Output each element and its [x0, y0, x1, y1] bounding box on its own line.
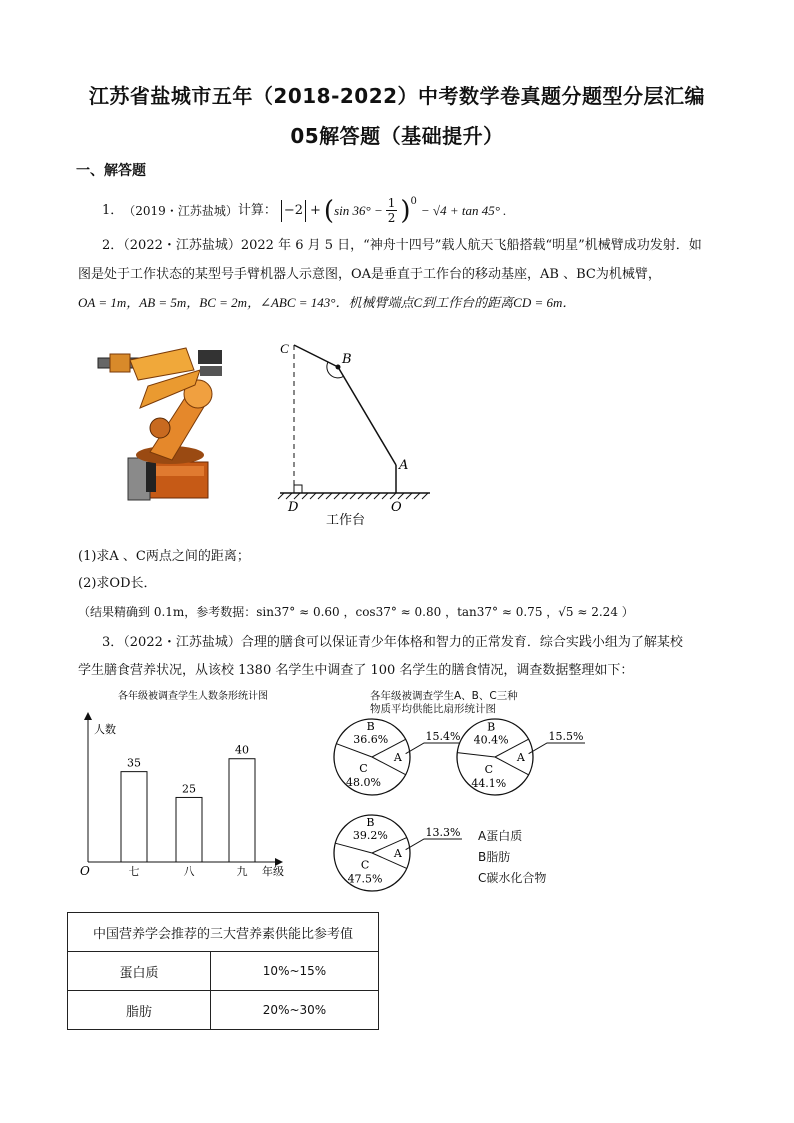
q1-number: 1． — [102, 202, 124, 218]
pie-legend — [478, 826, 546, 889]
slice-label-c: C — [484, 762, 494, 776]
pie-1 — [334, 719, 462, 795]
slice-percent-a: 15.5% — [548, 730, 584, 743]
q1-exponent: 0 — [410, 195, 417, 207]
nutrition-table — [67, 912, 379, 1030]
bar-value-label: 25 — [182, 782, 196, 796]
slice-percent-a: 13.3% — [425, 826, 461, 839]
origin-label: O — [80, 864, 90, 878]
label-a: A — [399, 458, 409, 473]
slice-percent-c: 48.0% — [345, 776, 381, 790]
q2-note: （结果精确到 0.1m，参考数据：sin37° ≈ 0.60 ，cos37° ≈ 0.80 ，tan37° ≈ 0.75 ，√5 ≈ 2.24 ） — [78, 605, 634, 619]
q1-sin-term: sin 36° − — [334, 202, 383, 218]
legend-a: A蛋白质 — [478, 829, 523, 843]
section-heading: 一、解答题 — [76, 163, 146, 179]
page-title: 江苏省盐城市五年（2018-2022）中考数学卷真题分题型分层汇编 — [88, 84, 706, 108]
callout-line — [406, 839, 462, 850]
slice-label-b: B — [366, 720, 375, 734]
bar-value-label: 35 — [127, 756, 141, 770]
geometry-diagram — [270, 335, 445, 530]
bar-value-label: 40 — [235, 743, 249, 757]
slice-label-a: A — [393, 751, 402, 764]
bar-chart-title: 各年级被调查学生人数条形统计图 — [118, 691, 268, 702]
pie-charts — [330, 715, 590, 905]
table-header: 中国营养学会推荐的三大营养素供能比参考值 — [68, 913, 379, 952]
robot-arm-image — [90, 330, 240, 505]
slice-percent-c: 47.5% — [347, 872, 383, 886]
segment-ab — [338, 367, 396, 465]
slice-percent-b: 40.4% — [473, 733, 509, 747]
label-o: O — [391, 500, 402, 515]
question-3-line2: 学生膳食营养状况，从该校 1380 名学生中调查了 100 名学生的膳食情况，调查数据整理如下： — [78, 663, 634, 678]
pie-3 — [334, 815, 462, 891]
slice-percent-b: 36.6% — [353, 733, 389, 747]
question-2-line3: OA = 1m，AB = 5m，BC = 2m，∠ABC = 143°．机械臂端点C到工作台的距离CD = 6m． — [78, 295, 576, 310]
slice-label-a: A — [516, 751, 525, 764]
q1-fraction: $\frac{1}{2}$ — [387, 196, 396, 225]
category-tick-label: 九 — [236, 865, 248, 878]
page-subtitle: 05解答题（基础提升） — [290, 124, 504, 148]
question-2-line1: 2．（2022・江苏盐城）2022 年 6 月 5 日，“神舟十四号”载人航天飞船搭载“明星”机械臂成功发射．如 — [102, 238, 702, 253]
slice-label-c: C — [360, 858, 370, 872]
bar-3 — [229, 759, 255, 862]
slice-percent-c: 44.1% — [471, 776, 507, 790]
segment-bc — [294, 345, 338, 367]
slice-label-b: B — [366, 816, 375, 830]
category-tick-label: 七 — [128, 865, 140, 878]
label-c: C — [280, 341, 289, 356]
q1-rest: − √4 + tan 45° . — [420, 202, 507, 218]
question-3-line1: 3．（2022・江苏盐城）合理的膳食可以保证青少年体格和智力的正常发育．综合实践小组为了解某校 — [102, 635, 683, 650]
slice-label-c: C — [359, 762, 368, 776]
q2-sub1: (1)求A 、C两点之间的距离； — [78, 549, 250, 564]
bar-2 — [176, 797, 202, 862]
callout-line — [406, 743, 462, 754]
slice-label-b: B — [487, 720, 496, 734]
worktable-caption: 工作台 — [326, 513, 366, 528]
right-angle-mark — [294, 485, 302, 493]
point-b — [336, 365, 341, 370]
slice-percent-b: 39.2% — [352, 829, 388, 843]
legend-c: C碳水化合物 — [478, 871, 547, 885]
table-row: 脂肪 20%~30% — [68, 991, 379, 1030]
y-axis-arrow — [84, 712, 92, 720]
x-axis-label: 年级 — [262, 865, 284, 878]
question-1: 1． （2019・江苏盐城） 计算： −2 + ( sin 36° − $\frac{1}{2}$ ) $^0$ − √4 + tan 45° . — [102, 196, 506, 225]
bar-chart — [70, 685, 310, 885]
slice-percent-a: 15.4% — [425, 730, 461, 743]
question-2-line2: 图是处于工作状态的某型号手臂机器人示意图，OA是垂直于工作台的移动基座，AB 、BC为机械臂， — [78, 267, 661, 282]
q1-source: （2019・江苏盐城） — [123, 203, 238, 218]
category-tick-label: 八 — [183, 865, 195, 878]
label-d: D — [288, 500, 299, 515]
callout-line — [529, 743, 585, 754]
table-row: 蛋白质 10%~15% — [68, 952, 379, 991]
y-axis-label: 人数 — [94, 723, 116, 736]
q1-prefix: 计算： — [237, 202, 277, 218]
bar-1 — [121, 772, 147, 862]
pie-2 — [457, 719, 585, 795]
legend-b: B脂肪 — [478, 850, 511, 864]
label-b: B — [342, 352, 352, 367]
slice-label-a: A — [393, 847, 402, 860]
q1-abs-value: −2 — [281, 200, 306, 222]
worktable-hatching — [278, 493, 428, 499]
q2-sub2: (2)求OD长． — [78, 576, 157, 591]
pie-chart-title: 各年级被调查学生A、B、C三种 物质平均供能比扇形统计图 — [370, 690, 518, 715]
